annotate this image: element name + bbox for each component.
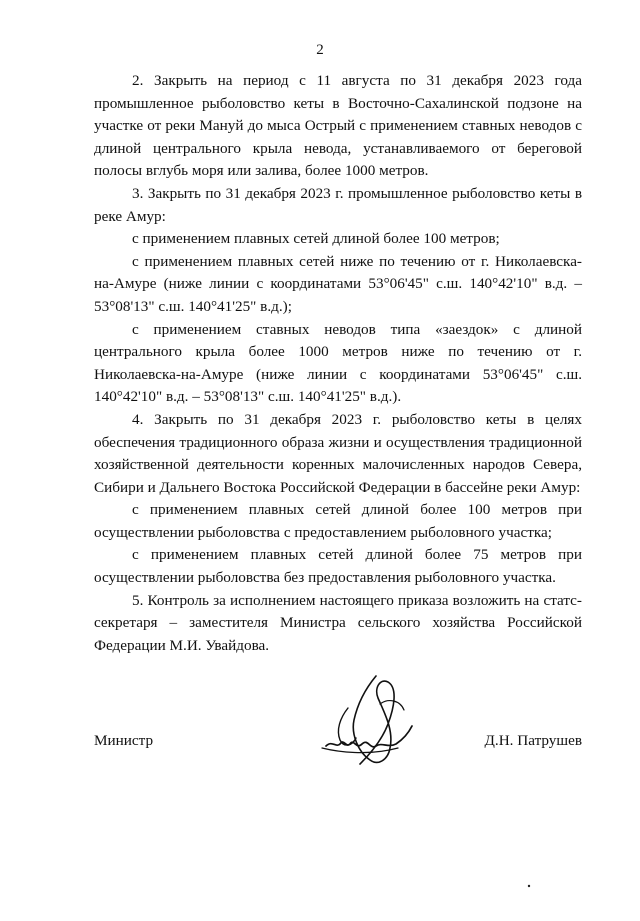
- scan-speck: [527, 884, 531, 888]
- document-body: [94, 70, 582, 657]
- signer-name: Д.Н. Патрушев: [484, 732, 582, 749]
- paragraph-item-2: 2. Закрыть на период с 11 августа по 31 декабря 2023 года промышленное рыболовство кеты в Восточно-Сахалинской подзоне на участке от реки Мануй до мыса Острый с применением ставных неводов с длиной центрального крыла невода, устанавливаемого от береговой полосы вглубь моря или залива, более 1000 метров.: [94, 72, 582, 180]
- paragraph-item-3: 3. Закрыть по 31 декабря 2023 г. промышленное рыболовство кеты в реке Амур:: [94, 184, 582, 225]
- paragraph-item-3-downstream: с применением плавных сетей ниже по течению от г. Николаевска-на-Амуре (ниже линии с координатами 53°06'45" с.ш. 140°42'10" в.д. – 53°08'13" с.ш. 140°41'25" в.д.);: [94, 252, 582, 315]
- page-number: 2: [316, 42, 324, 58]
- signature-block: [94, 732, 582, 756]
- paragraph-item-4-without-plot: с применением плавных сетей длиной более 75 метров при осуществлении рыболовства без предоставления рыболовного участка.: [94, 546, 582, 587]
- paragraph-item-3-zaezdok: с применением ставных неводов типа «заездок» с длиной центрального крыла более 1000 метров ниже по течению от г. Николаевска-на-Амуре (ниже линии с координатами 53°06'45" с.ш. 140°42'10" в.д. – 53°08'13" с.ш. 140°41'25" в.д.).: [94, 320, 582, 406]
- paragraph-item-5: 5. Контроль за исполнением настоящего приказа возложить на статс-секретаря – заместителя Министра сельского хозяйства Российской Федерации М.И. Увайдова.: [94, 591, 582, 654]
- paragraph-item-4: 4. Закрыть по 31 декабря 2023 г. рыболовство кеты в целях обеспечения традиционного образа жизни и осуществления традиционной хозяйственной деятельности коренных малочисленных народов Севера, Сибири и Дальнего Востока Российской Федерации в бассейне реки Амур:: [94, 410, 582, 496]
- paragraph-item-4-with-plot: с применением плавных сетей длиной более 100 метров при осуществлении рыболовства с предоставлением рыболовного участка;: [94, 501, 582, 541]
- paragraph-item-3-drift-nets: с применением плавных сетей длиной более 100 метров;: [132, 230, 500, 248]
- signer-role: Министр: [94, 732, 154, 749]
- handwritten-signature: [318, 668, 418, 780]
